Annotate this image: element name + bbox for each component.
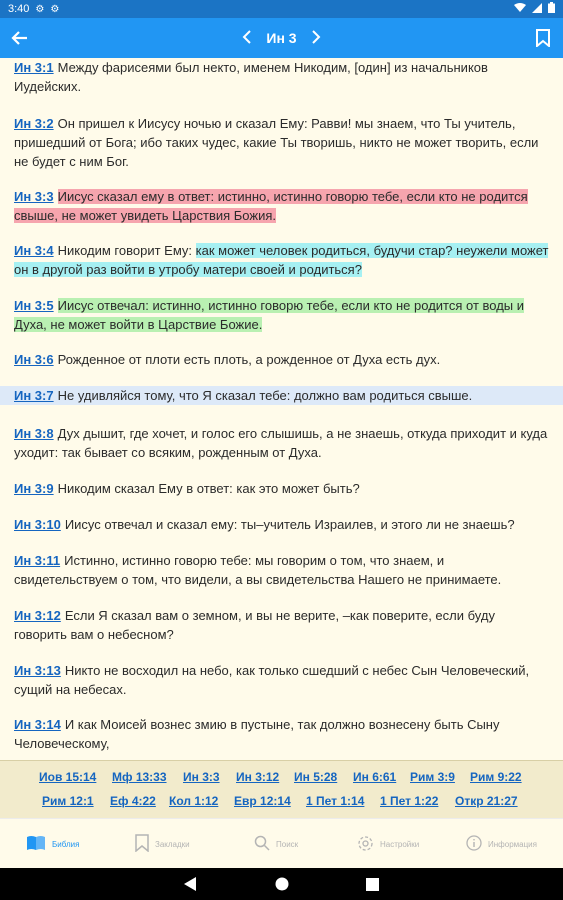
verse-ref[interactable]: Ин 3:8 — [14, 426, 54, 441]
verse-text: Истинно, истинно говорю тебе: мы говорим о том, что знаем, и свидетельствуем о том, что видели, а вы свидетельства Нашего не принимаете. — [14, 553, 502, 587]
verse-ref[interactable]: Ин 3:1 — [14, 60, 54, 75]
verse[interactable] — [0, 187, 563, 225]
verse-selected[interactable] — [0, 386, 563, 405]
verse-text: Между фарисеями был некто, именем Никодим, [один] из начальников Иудейских. — [14, 60, 488, 94]
verse-ref[interactable]: Ин 3:9 — [14, 481, 54, 496]
verse[interactable] — [0, 661, 563, 699]
verse-ref[interactable]: Ин 3:3 — [14, 189, 54, 204]
nav-label: Настройки — [380, 839, 420, 849]
chevron-left-icon[interactable] — [242, 30, 252, 47]
highlighted-text: Иисус сказал ему в ответ: истинно, истинно говорю тебе, если кто не родится свыше, не может увидеть Царствия Божия. — [14, 189, 528, 223]
back-arrow-icon[interactable] — [8, 26, 32, 50]
cross-ref-link[interactable]: Евр 12:14 — [234, 794, 291, 808]
cross-ref-link[interactable]: Иов 15:14 — [39, 770, 97, 784]
bookmark-icon — [135, 834, 149, 854]
battery-icon — [548, 2, 555, 16]
verse[interactable] — [0, 58, 563, 96]
system-home-icon[interactable] — [274, 876, 290, 892]
verse-text: Никодим говорит Ему: — [57, 243, 196, 258]
verse-text: Никто не восходил на небо, как только сшедший с небес Сын Человеческий, сущий на небесах. — [14, 663, 530, 697]
verse-text: Если Я сказал вам о земном, и вы не верите, –как поверите, если буду говорить вам о небесном? — [14, 608, 495, 642]
system-navigation-bar — [0, 868, 563, 900]
verse-ref[interactable]: Ин 3:11 — [14, 553, 61, 568]
wifi-icon — [514, 3, 526, 16]
cross-ref-link[interactable]: 1 Пет 1:22 — [380, 794, 439, 808]
chevron-right-icon[interactable] — [311, 30, 321, 47]
nav-label: Закладки — [155, 839, 190, 849]
verse[interactable] — [0, 606, 563, 644]
nav-label: Информация — [488, 839, 537, 849]
verse-text: Иисус отвечал и сказал ему: ты–учитель Израилев, и этого ли не знаешь? — [64, 517, 515, 532]
app-bar — [0, 18, 563, 58]
verse-ref[interactable]: Ин 3:5 — [14, 298, 54, 313]
verse-ref[interactable]: Ин 3:4 — [14, 243, 54, 258]
verse[interactable] — [0, 715, 563, 753]
verse-ref[interactable]: Ин 3:2 — [14, 116, 54, 131]
highlighted-text: Иисус отвечал: истинно, истинно говорю тебе, если кто не родится от воды и Духа, не может войти в Царствие Божие. — [14, 298, 525, 332]
cross-ref-link[interactable]: 1 Пет 1:14 — [306, 794, 365, 808]
highlighted-text: как может человек родиться, будучи стар? неужели может он в другой раз войти в утробу матери своей и родиться? — [14, 243, 549, 277]
cross-ref-link[interactable]: Ин 3:12 — [236, 770, 280, 784]
nav-info[interactable] — [466, 819, 537, 869]
status-bar — [0, 0, 563, 18]
cross-ref-link[interactable]: Рим 12:1 — [42, 794, 94, 808]
verse[interactable] — [0, 241, 563, 279]
verse-ref[interactable]: Ин 3:10 — [14, 517, 61, 532]
cross-ref-link[interactable]: Рим 3:9 — [410, 770, 455, 784]
verse-text: Не удивляйся тому, что Я сказал тебе: должно вам родиться свыше. — [57, 388, 473, 403]
cross-ref-link[interactable]: Еф 4:22 — [110, 794, 156, 808]
signal-icon — [532, 3, 542, 16]
system-back-icon[interactable] — [182, 876, 198, 892]
verse-text: И как Моисей вознес змию в пустыне, так должно вознесену быть Сыну Человеческому, — [14, 717, 500, 751]
nav-settings[interactable] — [357, 819, 419, 869]
verse[interactable] — [0, 296, 563, 334]
book-icon — [26, 835, 46, 853]
cross-ref-link[interactable]: Ин 3:3 — [183, 770, 220, 784]
verse[interactable] — [0, 350, 563, 369]
verse-text: Рожденное от плоти есть плоть, а рожденное от Духа есть дух. — [57, 352, 441, 367]
cross-references-panel — [0, 760, 563, 819]
verse-text: Никодим сказал Ему в ответ: как это может быть? — [57, 481, 360, 496]
cross-ref-link[interactable]: Рим 9:22 — [470, 770, 522, 784]
bookmark-icon[interactable] — [531, 26, 555, 50]
verse-list[interactable] — [0, 58, 563, 760]
verse[interactable] — [0, 479, 563, 498]
gear-icon: ⚙ — [50, 3, 60, 15]
cross-ref-link[interactable]: Ин 6:61 — [353, 770, 397, 784]
chapter-title[interactable]: Ин 3 — [266, 30, 297, 46]
gear-icon: ⚙ — [35, 3, 45, 15]
verse-ref[interactable]: Ин 3:6 — [14, 352, 54, 367]
verse-text: Он пришел к Иисусу ночью и сказал Ему: Равви! мы знаем, что Ты учитель, пришедший от Бога; ибо таких чудес, какие Ты творишь, никто не может творить, если не будет с ним Бог. — [14, 116, 539, 169]
verse-text: Дух дышит, где хочет, и голос его слышишь, а не знаешь, откуда приходит и куда уходит: так бывает со всяким, рожденным от Духа. — [14, 426, 548, 460]
cross-ref-row — [0, 770, 563, 792]
cross-ref-link[interactable]: Мф 13:33 — [112, 770, 167, 784]
verse-ref[interactable]: Ин 3:7 — [14, 388, 54, 403]
nav-search[interactable] — [254, 819, 298, 869]
verse-ref[interactable]: Ин 3:14 — [14, 717, 61, 732]
search-icon — [254, 835, 270, 853]
gear-icon — [357, 835, 374, 854]
nav-bible[interactable] — [26, 819, 79, 869]
verse[interactable] — [0, 114, 563, 171]
verse-ref[interactable]: Ин 3:12 — [14, 608, 61, 623]
cross-ref-link[interactable]: Кол 1:12 — [169, 794, 219, 808]
verse[interactable] — [0, 551, 563, 589]
cross-ref-row — [0, 794, 563, 816]
status-time: 3:40 — [8, 3, 30, 15]
cross-ref-link[interactable]: Откр 21:27 — [455, 794, 518, 808]
info-icon — [466, 835, 482, 853]
nav-label: Поиск — [276, 839, 299, 849]
bottom-nav — [0, 818, 563, 869]
verse[interactable] — [0, 515, 563, 534]
verse-ref[interactable]: Ин 3:13 — [14, 663, 61, 678]
nav-label: Библия — [52, 839, 80, 849]
cross-ref-link[interactable]: Ин 5:28 — [294, 770, 338, 784]
nav-bookmarks[interactable] — [135, 819, 190, 869]
system-recents-icon[interactable] — [364, 876, 380, 892]
verse[interactable] — [0, 424, 563, 462]
